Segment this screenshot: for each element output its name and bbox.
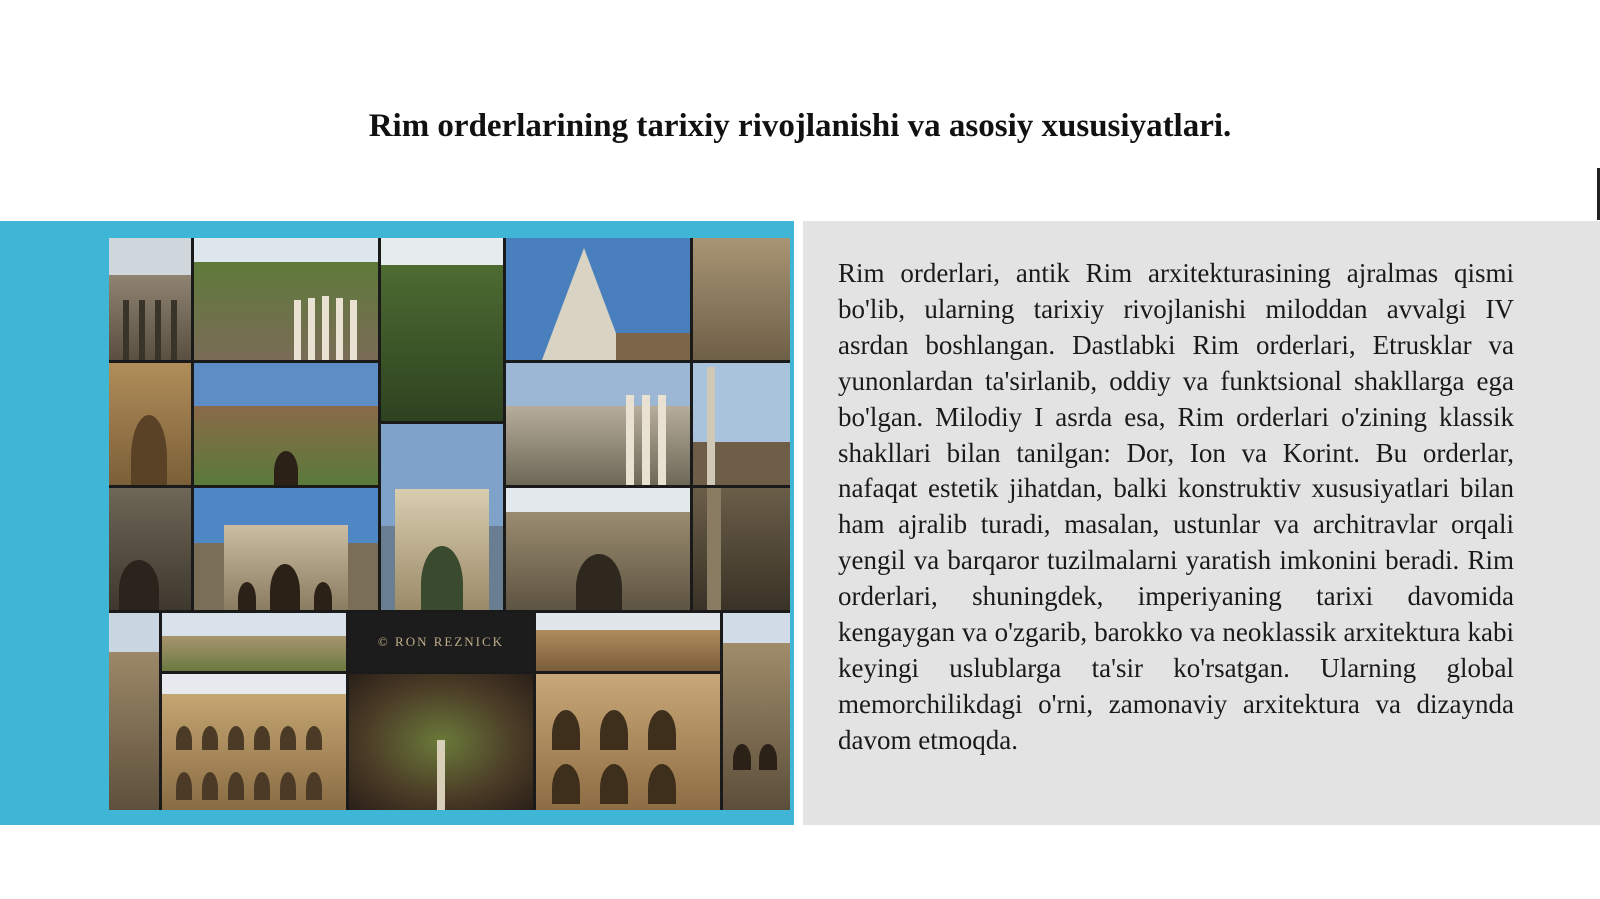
photo-credit-watermark: © RON REZNICK bbox=[377, 633, 505, 649]
collage-tile-colosseum-side bbox=[109, 613, 159, 810]
collage-tile-colosseum-arches bbox=[723, 613, 790, 810]
collage-tile-colosseum-interior bbox=[349, 674, 533, 810]
collage-tile-temple-vesta bbox=[506, 363, 690, 485]
collage-tile-arches-brick bbox=[109, 363, 191, 485]
collage-tile-baths-ruin bbox=[194, 363, 378, 485]
collage-tile-archway bbox=[693, 488, 790, 610]
collage-tile-forum-columns bbox=[194, 238, 378, 360]
collage-tile-pyramid bbox=[506, 238, 690, 360]
collage-tile-colosseum-exterior bbox=[162, 674, 346, 810]
collage-tile-markets-trajan bbox=[536, 613, 720, 671]
collage-tile-arch-severus bbox=[506, 488, 690, 610]
slide-title: Rim orderlarining tarixiy rivojlanishi va asosiy xususiyatlari. bbox=[368, 108, 1232, 144]
monuments-collage-image bbox=[109, 238, 790, 810]
collage-tile-trees-ruin bbox=[381, 238, 503, 421]
collage-tile-column-sky bbox=[693, 363, 790, 485]
collage-tile-column-detail bbox=[693, 238, 790, 360]
collage-tile-pantheon bbox=[109, 238, 191, 360]
collage-tile-watermark bbox=[349, 613, 533, 671]
collage-tile-arch-constantine bbox=[194, 488, 378, 610]
collage-tile-arch-shadow bbox=[109, 488, 191, 610]
collage-tile-forum-panorama bbox=[162, 613, 346, 671]
body-paragraph: Rim orderlari, antik Rim arxitekturasining ajralmas qismi bo'lib, ularning tarixiy rivojlanishi miloddan avvalgi IV asrdan boshlangan. Dastlabki Rim orderlari, Etrusklar va yunonlardan ta'sirlanib, oddiy va funktsional shakllarga ega bo'lgan. Milodiy I asrda esa, Rim orderlari o'zining klassik shakllari bilan tanilgan: Dor, Ion va Korint. Bu orderlar, nafaqat estetik jihatdan, balki konstruktiv xususiyatlari bilan ham ajralib turadi, masalan, ustunlar va architravlar orqali yengil va barqaror tuzilmalarni yaratish imkonini beradi. Rim orderlari, shuningdek, imperiyaning tarixi davomida kengaygan va o'zgarib, barokko va neoklassik arxitektura kabi keyingi uslublarga ta'sir ko'rsatgan. Ularning global memorchilikdagi o'rni, zamonaviy arxitektura va dizaynda davom etmoqda. bbox=[838, 258, 1514, 755]
collage-tile-colosseum-closeup bbox=[536, 674, 720, 810]
collage-tile-arch-titus bbox=[381, 424, 503, 610]
